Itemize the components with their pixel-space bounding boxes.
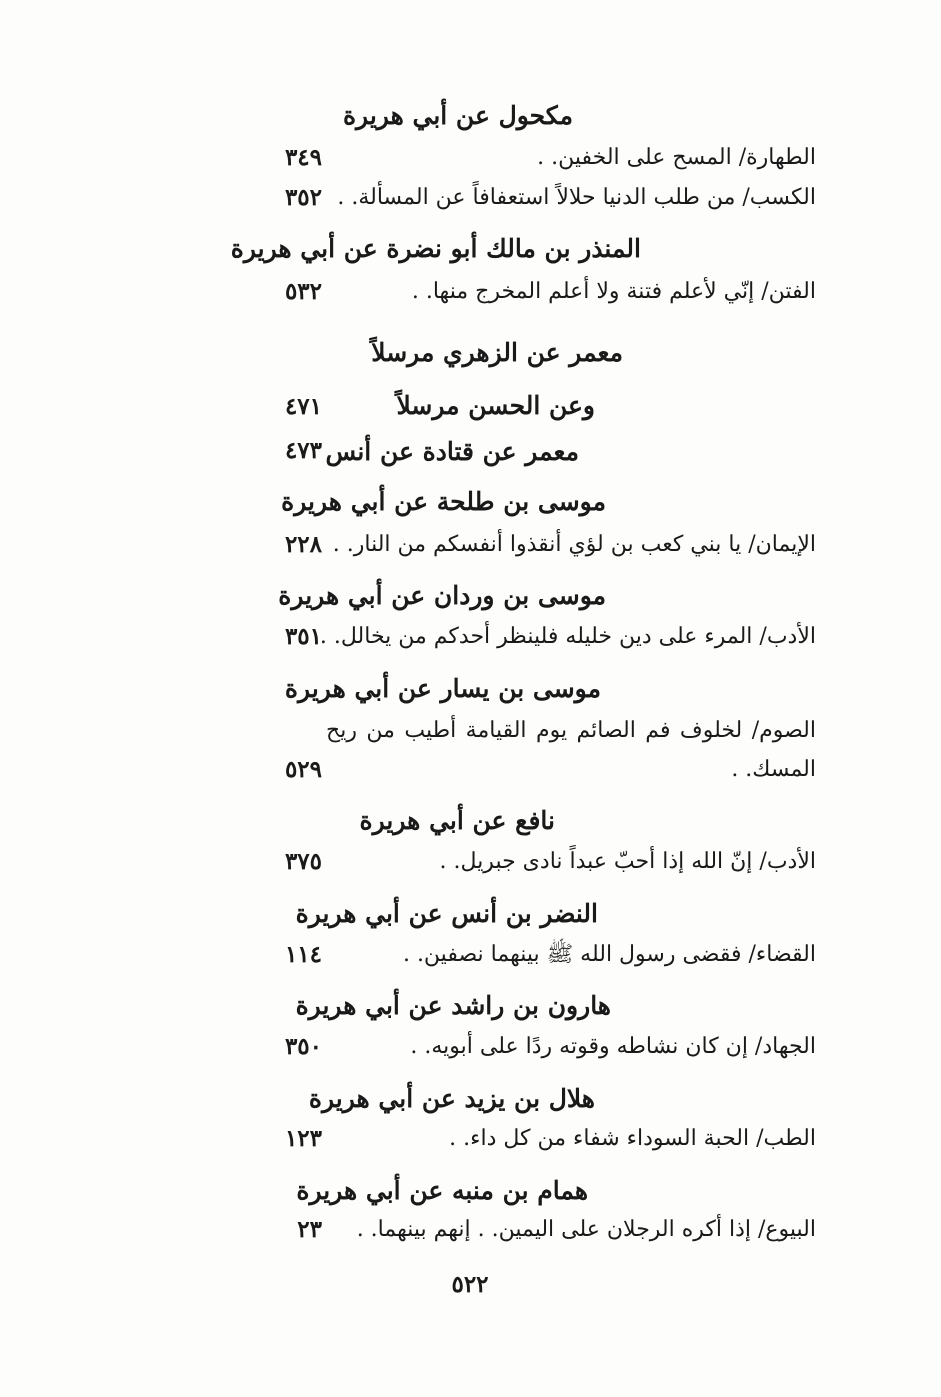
section-heading: همام بن منبه عن أبي هريرة (296, 1176, 588, 1205)
section-heading: المنذر بن مالك أبو نضرة عن أبي هريرة (230, 234, 641, 263)
entry-text: الأدب/ المرء على دين خليله فلينظر أحدكم من يخالل. . (319, 624, 816, 649)
entry-page-number: ٣٥١ (284, 623, 322, 650)
page-number-folio: ٥٢٢ (451, 1271, 489, 1298)
entry-page-number: ٢٢٨ (284, 531, 322, 558)
section-heading: موسى بن وردان عن أبي هريرة (278, 581, 606, 610)
entry-page-number: ١٢٣ (284, 1125, 322, 1152)
entry-page-number: ٣٧٥ (284, 848, 322, 875)
entry-page-number: ٤٧٣ (284, 437, 322, 464)
entry-page-number: ٢٣ (297, 1216, 322, 1243)
entry-text: الطهارة/ المسح على الخفين. . (537, 145, 816, 170)
entry-text-line1: الصوم/ لخلوف فم الصائم يوم القيامة أطيب من ريح (326, 718, 816, 743)
entry-text: القضاء/ فقضى رسول الله ﷺ بينهما نصفين. . (402, 942, 816, 967)
entry-text: الإيمان/ يا بني كعب بن لؤي أنقذوا أنفسكم من النار. . (332, 532, 816, 557)
section-heading: هارون بن راشد عن أبي هريرة (295, 991, 611, 1020)
entry-page-number: ٣٥٠ (284, 1033, 322, 1060)
section-heading: موسى بن طلحة عن أبي هريرة (281, 487, 606, 516)
section-heading: موسى بن يسار عن أبي هريرة (284, 674, 601, 703)
section-heading: مكحول عن أبي هريرة (342, 101, 573, 130)
section-heading: وعن الحسن مرسلاً (396, 391, 595, 420)
entry-page-number: ٤٧١ (284, 393, 322, 420)
entry-text-line2: المسك. . (731, 757, 816, 782)
entry-text: الجهاد/ إن كان نشاطه وقوته ردًا على أبويه. . (410, 1034, 816, 1059)
entry-text: الكسب/ من طلب الدنيا حلالاً استعفافاً عن المسألة. . (337, 185, 816, 210)
section-heading: معمر عن قتادة عن أنس (325, 437, 579, 466)
entry-text: الأدب/ إنّ الله إذا أحبّ عبداً نادى جبريل. . (439, 849, 816, 874)
section-heading: هلال بن يزيد عن أبي هريرة (308, 1084, 595, 1113)
entry-text: الفتن/ إنّي لأعلم فتنة ولا أعلم المخرج منها. . (411, 279, 816, 304)
entry-page-number: ٥٣٢ (284, 278, 322, 305)
section-heading: معمر عن الزهري مرسلاً (371, 338, 623, 367)
section-heading: نافع عن أبي هريرة (359, 806, 555, 835)
entry-page-number: ٣٤٩ (284, 144, 322, 171)
entry-page-number: ٥٢٩ (284, 756, 322, 783)
section-heading: النضر بن أنس عن أبي هريرة (295, 899, 598, 928)
entry-page-number: ١١٤ (284, 941, 322, 968)
entry-text: الطب/ الحبة السوداء شفاء من كل داء. . (449, 1126, 816, 1151)
entry-page-number: ٣٥٢ (284, 184, 322, 211)
entry-text: البيوع/ إذا أكره الرجلان على اليمين. . إنهم بينهما. . (356, 1217, 816, 1242)
